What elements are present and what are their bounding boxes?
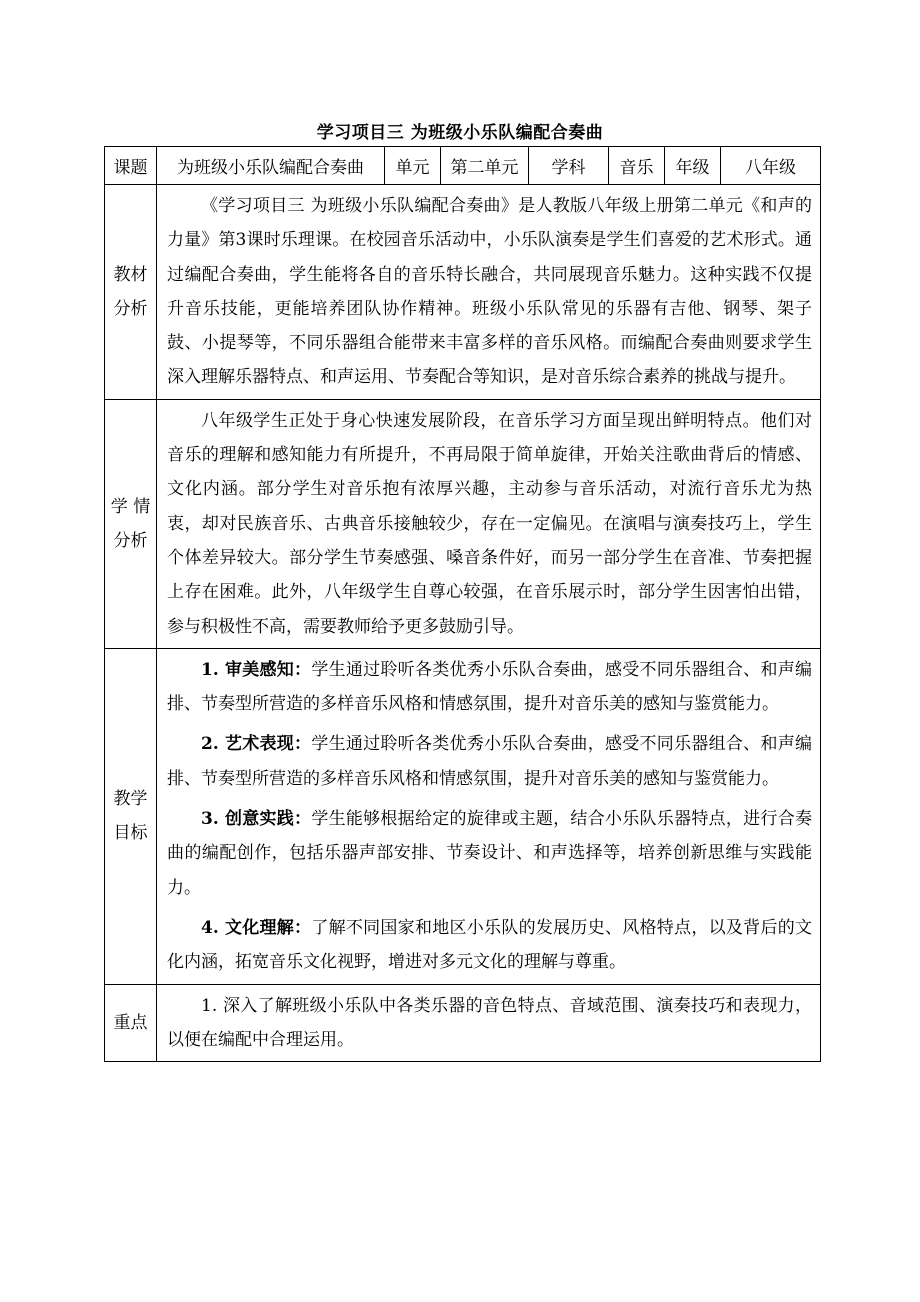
subject-label: 学科	[529, 147, 609, 185]
unit-label: 单元	[385, 147, 441, 185]
grade-label: 年级	[665, 147, 721, 185]
students-content	[157, 399, 821, 648]
grade-value: 八年级	[721, 147, 821, 185]
goals-row	[105, 648, 821, 984]
goal-text: 学生通过聆听各类优秀小乐队合奏曲，感受不同乐器组合、和声编排、节奏型所营造的多样音乐风格和情感氛围，提升对音乐美的感知与鉴赏能力。	[167, 659, 812, 715]
header-row	[105, 147, 821, 185]
course-value: 为班级小乐队编配合奏曲	[157, 147, 385, 185]
document-title: 学习项目三 为班级小乐队编配合奏曲	[316, 123, 604, 143]
students-label-line2: 分析	[113, 530, 148, 551]
material-row	[105, 185, 821, 400]
goals-content	[157, 648, 821, 984]
unit-value: 第二单元	[441, 147, 529, 185]
key-points-label: 重点	[105, 984, 157, 1062]
students-label-line1: 学 情	[110, 496, 151, 517]
goal-text: 学生能够根据给定的旋律或主题，结合小乐队乐器特点，进行合奏曲的编配创作，包括乐器声部安排、节奏设计、和声选择等，培养创新思维与实践能力。	[167, 809, 812, 898]
students-row	[105, 399, 821, 648]
material-label-line1: 教材	[113, 264, 148, 285]
course-label: 课题	[105, 147, 157, 185]
goal-item	[167, 653, 812, 722]
material-label	[105, 185, 157, 400]
students-label	[105, 399, 157, 648]
goal-text: 学生通过聆听各类优秀小乐队合奏曲，感受不同乐器组合、和声编排、节奏型所营造的多样音乐风格和情感氛围，提升对音乐美的感知与鉴赏能力。	[167, 734, 812, 789]
goal-item	[167, 802, 812, 905]
goal-item	[167, 911, 812, 980]
material-text: 《学习项目三 为班级小乐队编配合奏曲》是人教版八年级上册第二单元《和声的力量》第3课时乐理课。在校园音乐活动中，小乐队演奏是学生们喜爱的艺术形式。通过编配合奏曲，学生能将各自的音乐特长融合，共同展现音乐魅力。这种实践不仅提升音乐技能，更能培养团队协作精神。班级小乐队常见的乐器有吉他、钢琴、架子鼓、小提琴等，不同乐器组合能带来丰富多样的音乐风格。而编配合奏曲则要求学生深入理解乐器特点、和声运用、节奏配合等知识，是对音乐综合素养的挑战与提升。	[167, 196, 812, 388]
goals-label-line2: 目标	[113, 823, 148, 844]
goal-heading: 4. 文化理解：	[201, 917, 312, 938]
lesson-plan-table	[104, 146, 821, 1062]
material-label-line2: 分析	[113, 298, 148, 319]
key-points-text: 1. 深入了解班级小乐队中各类乐器的音色特点、音域范围、演奏技巧和表现力，以便在编配中合理运用。	[167, 995, 812, 1050]
goal-item	[167, 727, 812, 796]
subject-value: 音乐	[609, 147, 665, 185]
students-text: 八年级学生正处于身心快速发展阶段，在音乐学习方面呈现出鲜明特点。他们对音乐的理解和感知能力有所提升，不再局限于简单旋律，开始关注歌曲背后的情感、文化内涵。部分学生对音乐抱有浓厚兴趣，主动参与音乐活动，对流行音乐尤为热衷，却对民族音乐、古典音乐接触较少，存在一定偏见。在演唱与演奏技巧上，学生个体差异较大。部分学生节奏感强、嗓音条件好，而另一部分学生在音准、节奏把握上存在困难。此外，八年级学生自尊心较强，在音乐展示时，部分学生因害怕出错，参与积极性不高，需要教师给予更多鼓励引导。	[167, 410, 812, 637]
goal-heading: 1. 审美感知：	[201, 659, 312, 680]
goal-text: 了解不同国家和地区小乐队的发展历史、风格特点，以及背后的文化内涵，拓宽音乐文化视野，增进对多元文化的理解与尊重。	[167, 917, 812, 973]
goals-label-line1: 教学	[113, 789, 148, 810]
goal-heading: 2. 艺术表现：	[201, 734, 312, 755]
key-points-row	[105, 984, 821, 1062]
goals-label	[105, 648, 157, 984]
material-content	[157, 185, 821, 400]
goal-heading: 3. 创意实践：	[201, 809, 312, 830]
key-points-content	[157, 984, 821, 1062]
